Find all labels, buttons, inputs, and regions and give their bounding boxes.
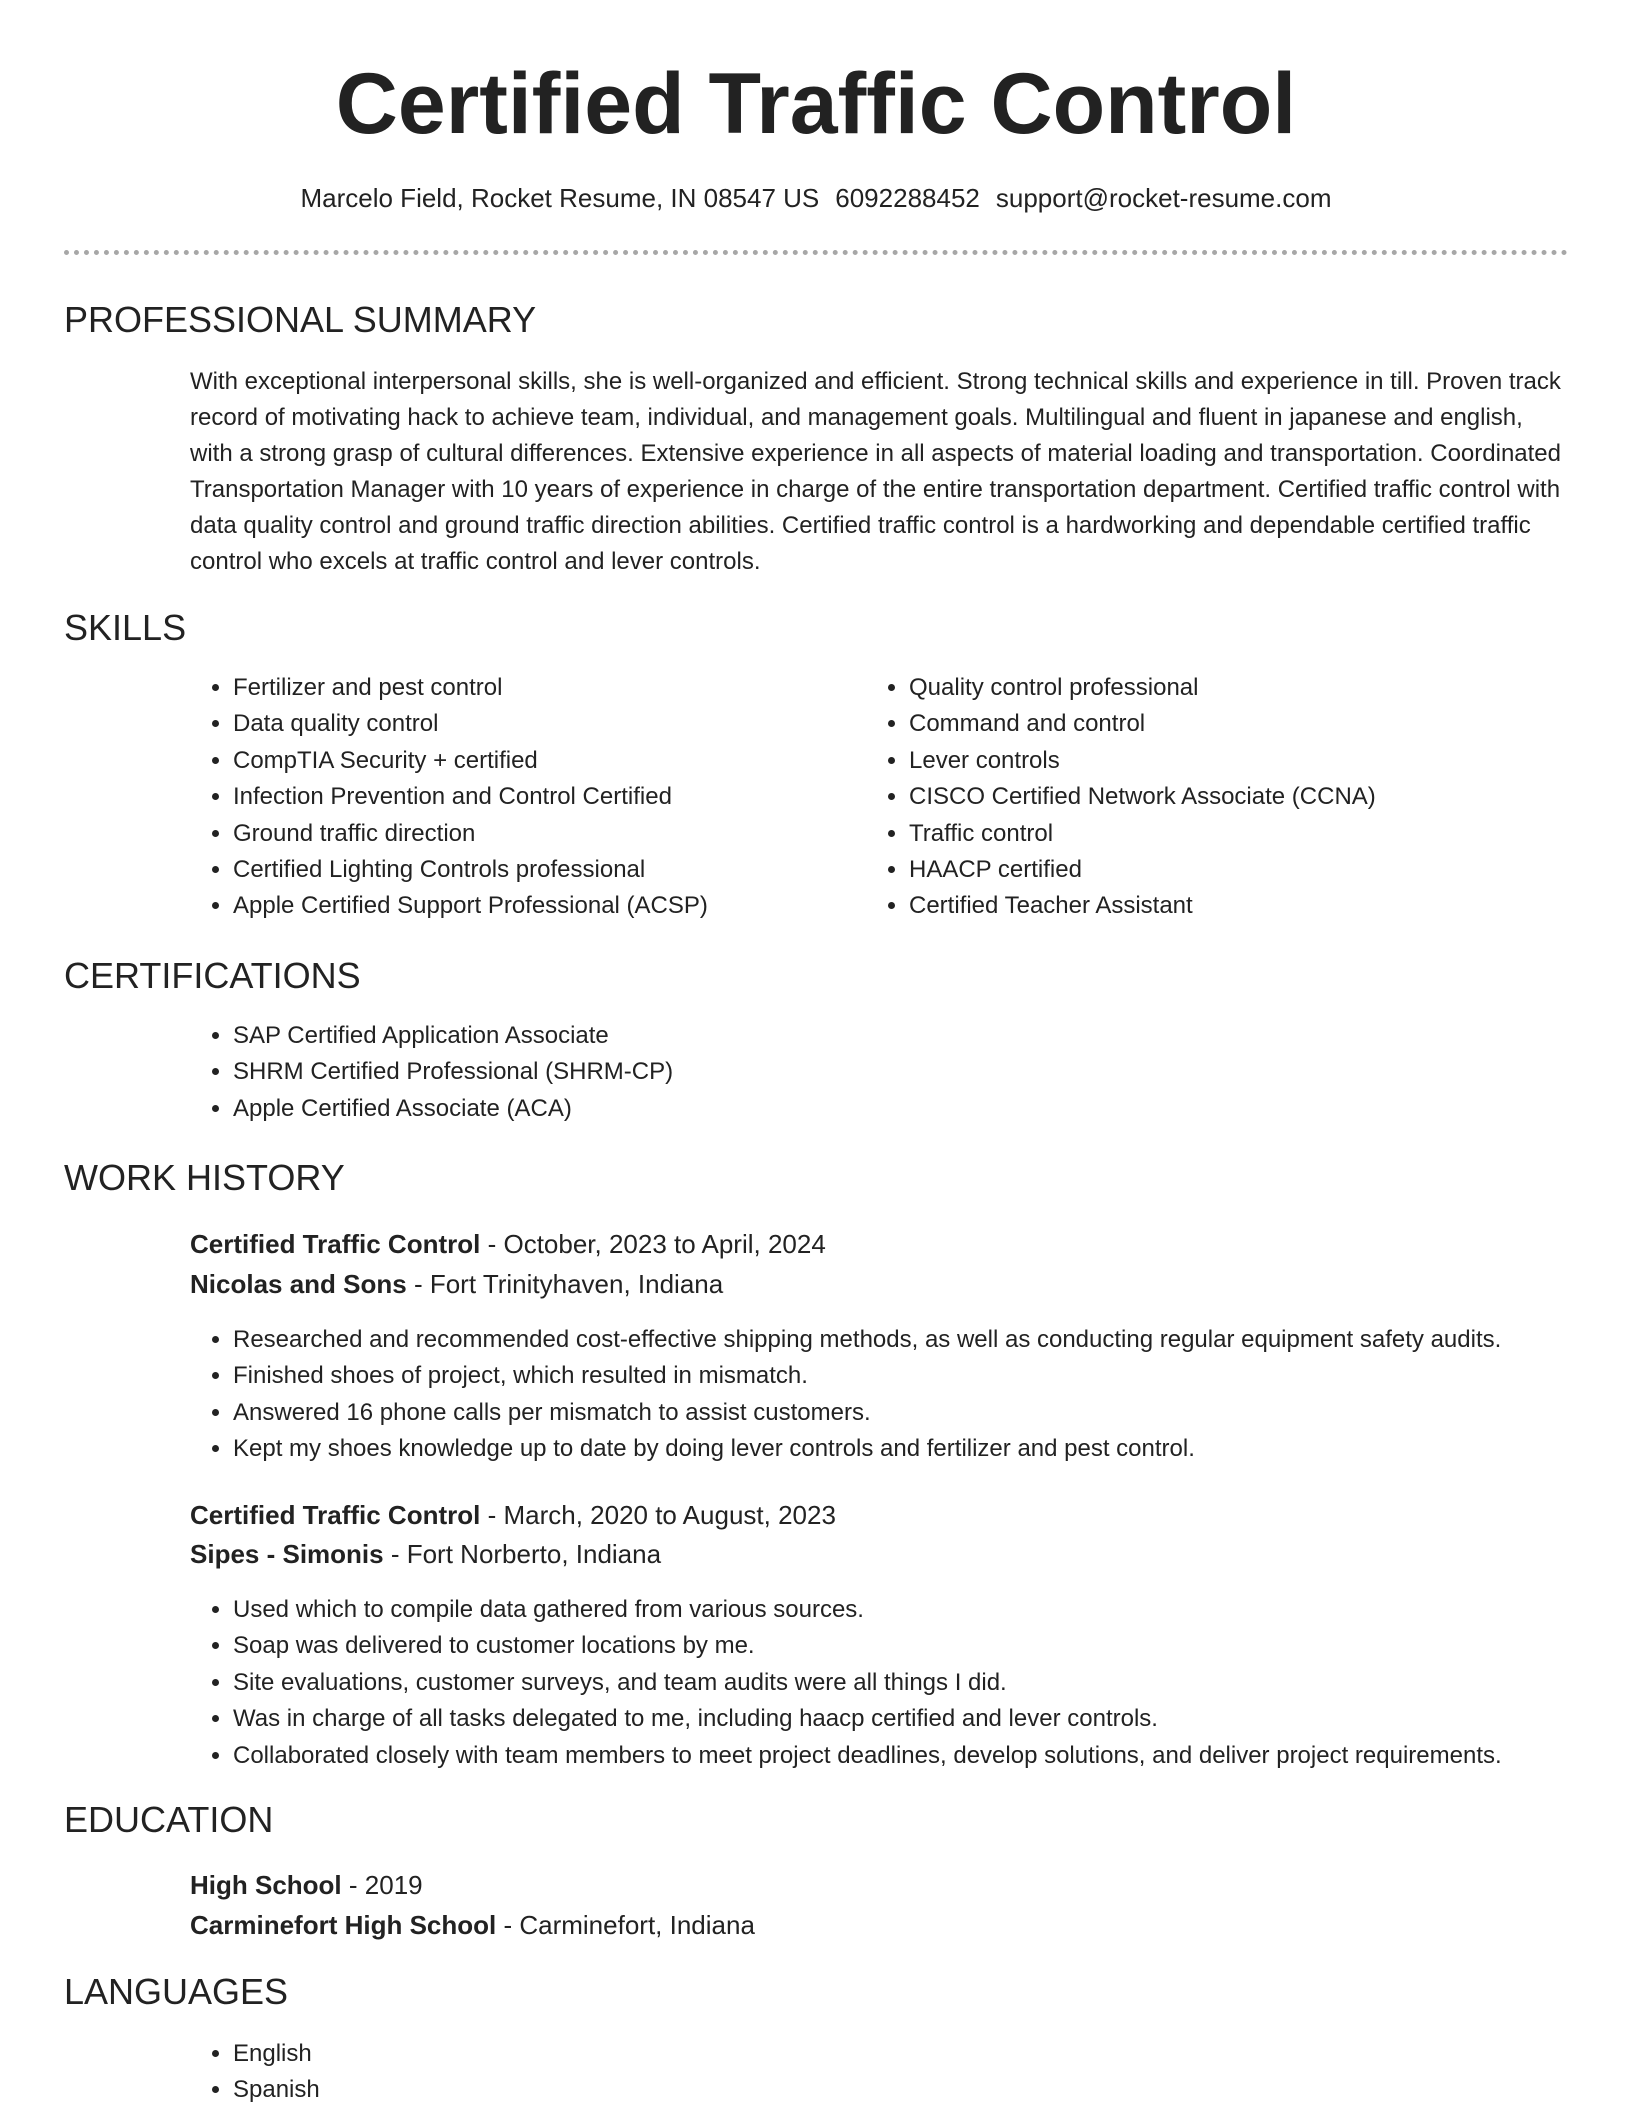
contact-phone: 6092288452 <box>835 183 980 213</box>
list-item: • English <box>233 2036 833 2072</box>
education-degree-line <box>190 1866 423 1904</box>
resume-title: Certified Traffic Control <box>335 56 1297 152</box>
job-title: Certified Traffic Control <box>190 1229 481 1259</box>
list-item: • Lever controls <box>909 743 1589 779</box>
work-history-heading: WORK HISTORY <box>64 1157 345 1198</box>
skills-heading: SKILLS <box>64 607 187 648</box>
summary-heading: PROFESSIONAL SUMMARY <box>64 299 537 340</box>
contact-email: support@rocket-resume.com <box>995 183 1332 213</box>
certifications-heading: CERTIFICATIONS <box>64 955 361 996</box>
job-company: Nicolas and Sons <box>190 1269 407 1299</box>
list-item: • Apple Certified Associate (ACA) <box>233 1091 1533 1127</box>
list-item: • Answered 16 phone calls per mismatch to assist customers. <box>233 1395 1632 1431</box>
header-divider <box>64 250 1568 255</box>
list-item: • Site evaluations, customer surveys, and team audits were all things I did. <box>233 1665 1632 1701</box>
list-item: • Spanish <box>233 2072 833 2108</box>
list-item: • Collaborated closely with team members to meet project deadlines, develop solutions, and deliver project requirements. <box>233 1738 1632 1774</box>
job-dates: - October, 2023 to April, 2024 <box>480 1229 826 1259</box>
job-2-bullets <box>190 1592 1632 1774</box>
list-item: • SAP Certified Application Associate <box>233 1018 1533 1054</box>
list-item: • CISCO Certified Network Associate (CCNA) <box>909 779 1589 815</box>
list-item: • SHRM Certified Professional (SHRM-CP) <box>233 1054 1533 1090</box>
skills-list-right <box>866 670 1589 925</box>
education-heading: EDUCATION <box>64 1799 274 1840</box>
job-location: - Fort Trinityhaven, Indiana <box>406 1269 724 1299</box>
list-item: • Soap was delivered to customer locations by me. <box>233 1628 1632 1664</box>
job-1-bullets <box>190 1322 1632 1468</box>
education-degree: High School <box>190 1870 342 1900</box>
list-item: • Ground traffic direction <box>233 816 853 852</box>
job-dates: - March, 2020 to August, 2023 <box>480 1500 836 1530</box>
job-location: - Fort Norberto, Indiana <box>383 1539 662 1569</box>
job-1-title-line <box>190 1225 826 1263</box>
list-item: • Used which to compile data gathered from various sources. <box>233 1592 1632 1628</box>
list-item: • Certified Teacher Assistant <box>909 888 1589 924</box>
summary-text: With exceptional interpersonal skills, she is well-organized and efficient. Strong technical skills and experience in till. Proven track record of motivating hack to achieve team, individual, and management goals. Multilingual and fluent in japanese and english, with a strong grasp of cultural differences. Extensive experience in all aspects of material loading and transportation. Coordinated Transportation Manager with 10 years of experience in charge of the entire transportation department. Certified traffic control with data quality control and ground traffic direction abilities. Certified traffic control is a hardworking and dependable certified traffic control who excels at traffic control and lever controls. <box>190 368 1561 575</box>
list-item: • Infection Prevention and Control Certified <box>233 779 853 815</box>
list-item: • Kept my shoes knowledge up to date by doing lever controls and fertilizer and pest control. <box>233 1431 1632 1467</box>
list-item: • Command and control <box>909 706 1589 742</box>
list-item: • HAACP certified <box>909 852 1589 888</box>
job-2-company-line <box>190 1535 661 1573</box>
list-item: • Finished shoes of project, which resulted in mismatch. <box>233 1358 1632 1394</box>
education-school-line <box>190 1906 755 1944</box>
list-item: • Traffic control <box>909 816 1589 852</box>
list-item: • CompTIA Security + certified <box>233 743 853 779</box>
list-item: • Certified Lighting Controls professional <box>233 852 853 888</box>
list-item: • Quality control professional <box>909 670 1589 706</box>
list-item: • Apple Certified Support Professional (ACSP) <box>233 888 853 924</box>
contact-address: Marcelo Field, Rocket Resume, IN 08547 US <box>300 183 820 213</box>
job-company: Sipes - Simonis <box>190 1539 384 1569</box>
job-1-company-line <box>190 1265 723 1303</box>
education-school: Carminefort High School <box>190 1910 497 1940</box>
list-item: • Was in charge of all tasks delegated to me, including haacp certified and lever controls. <box>233 1701 1632 1737</box>
job-title: Certified Traffic Control <box>190 1500 481 1530</box>
education-location: - Carminefort, Indiana <box>496 1910 755 1940</box>
languages-list <box>190 2036 833 2109</box>
contact-line <box>0 180 1632 216</box>
skills-list-left <box>190 670 853 925</box>
list-item: • Fertilizer and pest control <box>233 670 853 706</box>
certifications-list <box>190 1018 1533 1127</box>
education-year: - 2019 <box>341 1870 423 1900</box>
list-item: • Data quality control <box>233 706 853 742</box>
languages-heading: LANGUAGES <box>64 1971 289 2012</box>
list-item: • Researched and recommended cost-effective shipping methods, as well as conducting regular equipment safety audits. <box>233 1322 1632 1358</box>
job-2-title-line <box>190 1496 836 1534</box>
